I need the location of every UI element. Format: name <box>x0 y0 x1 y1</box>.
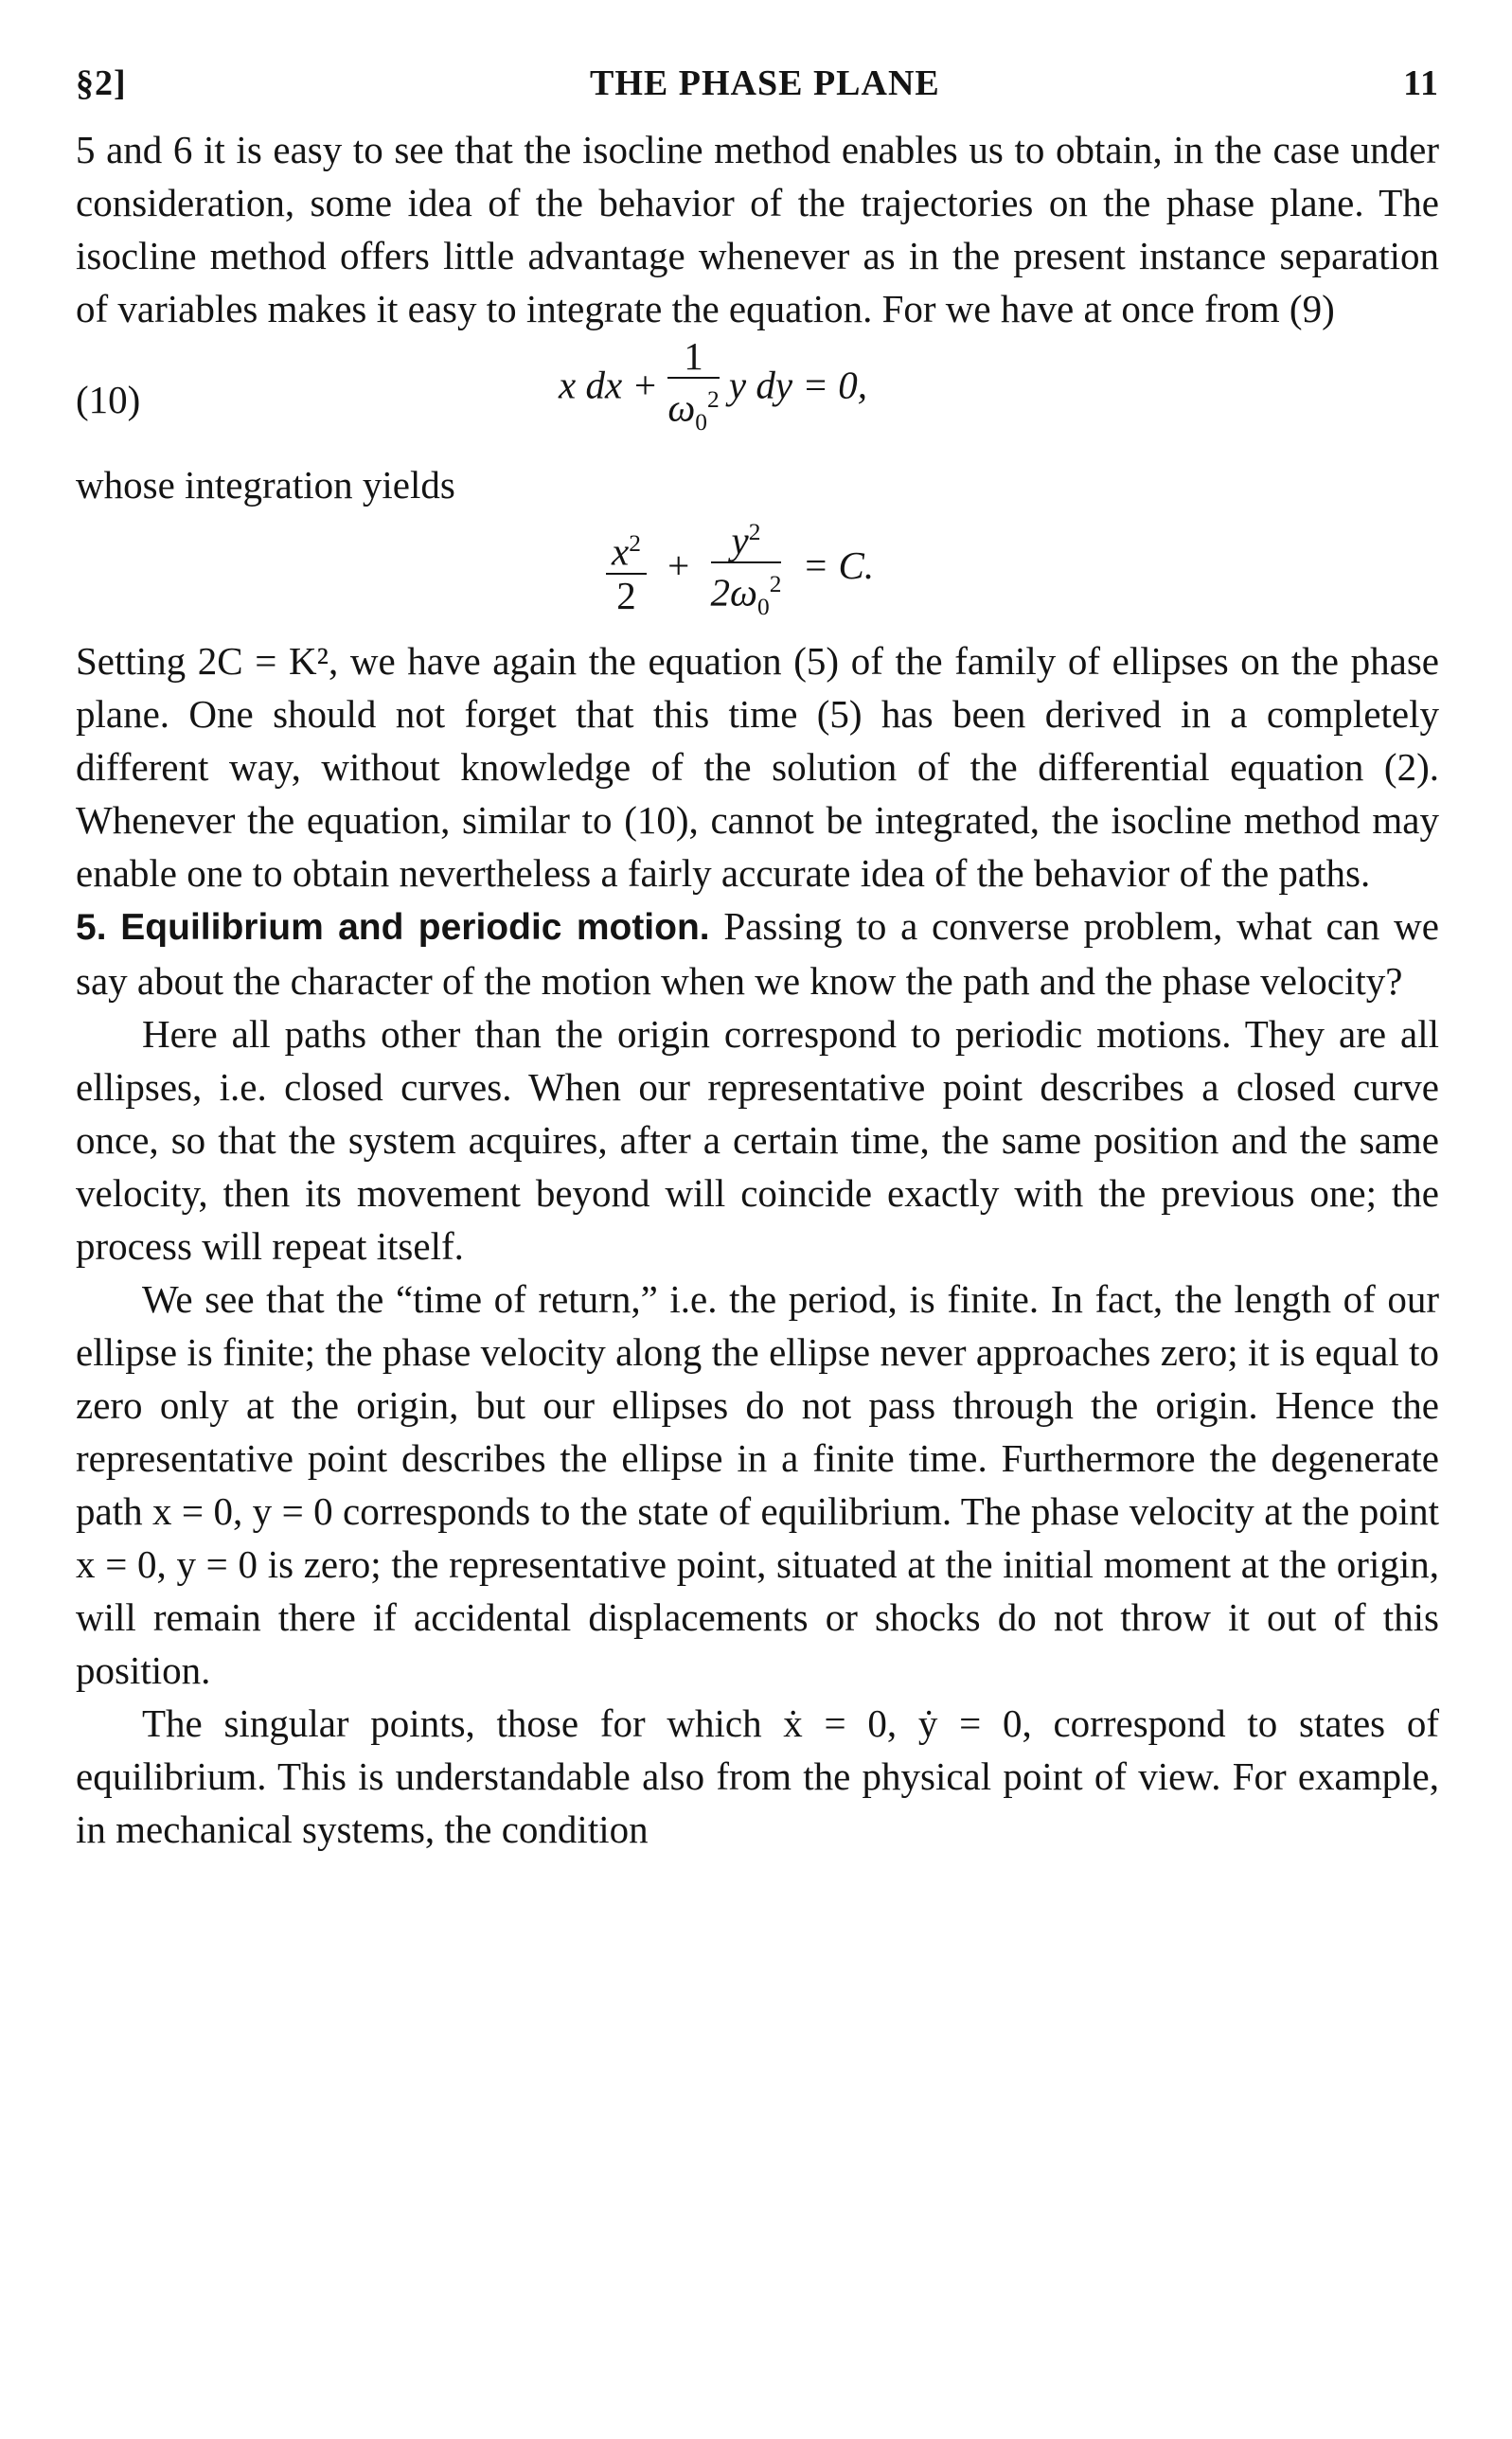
section-number: 5. <box>76 907 107 948</box>
section-marker: §2] <box>76 63 127 103</box>
paragraph-4: Here all paths other than the origin correspond to periodic motions. They are all ellipses, i.e. closed curves. When our representative point describes a closed curve once, so that the system acquires, after a certain time, the same position and the same velocity, then its movement beyond will coincide exactly with the previous one; the process will repeat itself. <box>76 1012 1439 1268</box>
fraction: $\frac{1}{\omega_0^2}$ <box>667 334 720 436</box>
equation-body: x dx + $\frac{1}{\omega_0^2}$ y dy = 0, <box>559 335 867 443</box>
equation-10 <box>76 335 1439 458</box>
page-title: THE PHASE PLANE <box>590 63 940 103</box>
paragraph-6: The singular points, those for which ẋ = 0, ẏ = 0, correspond to states of equilibrium. This is understandable also from the physical point of view. For example, in mechanical systems, the condition <box>76 1701 1439 1851</box>
section-text: Passing to a converse problem, what can we say about the character of the motion when we know the path and the phase velocity? <box>76 904 1439 1003</box>
paragraph-5: We see that the “time of return,” i.e. the period, is finite. In fact, the length of our ellipse is finite; the phase velocity along the ellipse never approaches zero; it is equal to zero only at the origin, but our ellipses do not pass through the origin. Hence the representative point describes the ellipse in a finite time. Furthermore the degenerate path x = 0, y = 0 corresponds to the state of equilibrium. The phase velocity at the point x = 0, y = 0 is zero; the representative point, situated at the initial moment at the origin, will remain there if accidental displacements or shocks do not throw it out of this position. <box>76 1277 1439 1692</box>
fraction-y: $\frac{y^2}{2\omega_0^2}$ <box>711 511 782 628</box>
paragraph-3: Setting 2C = K², we have again the equation (5) of the family of ellipses on the phase plane. One should not forget that this time (5) has been derived in a completely different way, without knowledge of the solution of the differential equation (2). Whenever the equation, similar to (10), cannot be integrated, the isocline method may enable one to obtain nevertheless a fairly accurate idea of the behavior of the paths. <box>76 639 1439 895</box>
equation-number: (10) <box>76 378 141 421</box>
integrated-equation: $\frac{x^2}{2}$ + $\frac{y^2}{2\omega_0^2}$ = C. <box>76 511 1439 634</box>
section-heading: Equilibrium and periodic motion. <box>120 907 710 948</box>
page <box>76 57 1439 1856</box>
fraction-x: $\frac{x^2}{2}$ <box>606 523 647 616</box>
paragraph-1: 5 and 6 it is easy to see that the isocline method enables us to obtain, in the case under consideration, some idea of the behavior of the trajectories on the phase plane. The isocline method offers little advantage whenever as in the present instance separation of variables makes it easy to integrate the equation. For we have at once from (9) <box>76 128 1439 330</box>
running-header <box>76 57 1439 123</box>
page-number: 11 <box>1403 63 1439 103</box>
section-5 <box>76 899 1439 1007</box>
paragraph-2: whose integration yields <box>76 463 455 507</box>
